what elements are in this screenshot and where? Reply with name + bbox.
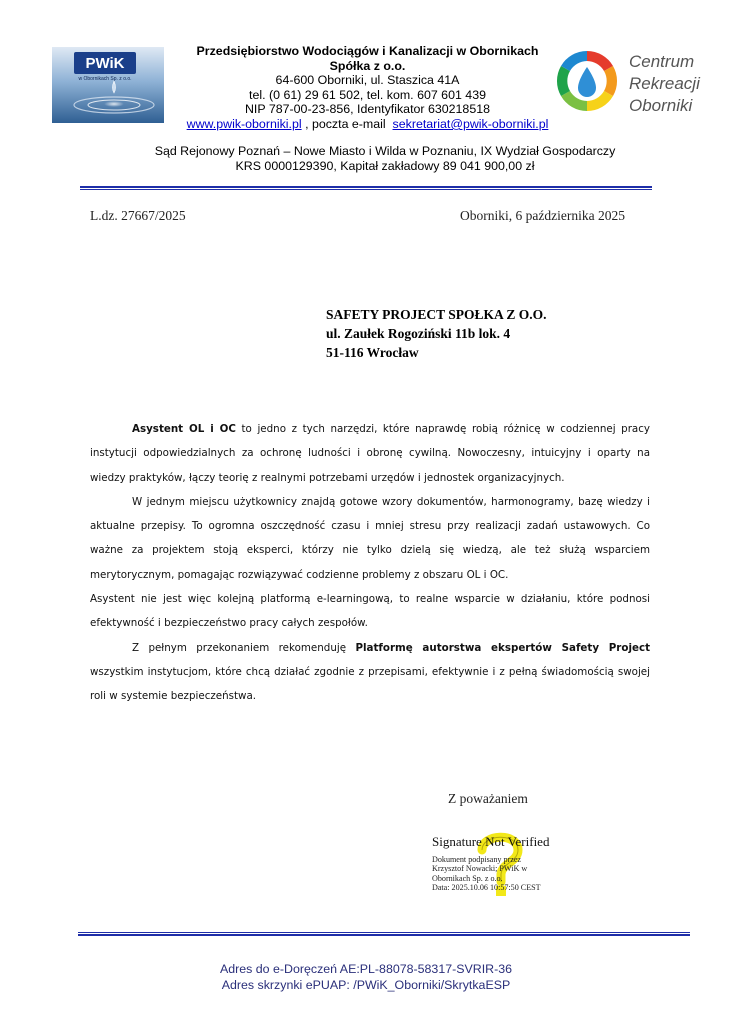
- website-link[interactable]: www.pwik-oborniki.pl: [186, 116, 302, 131]
- company-form: Spółka z o.o.: [329, 58, 406, 73]
- paragraph-4: [90, 636, 650, 709]
- signature-line4: Data: 2025.10.06 10:57:50 CEST: [432, 882, 541, 892]
- centrum-rekreacji-logo: [555, 45, 710, 117]
- recipient-line3: 51-116 Wrocław: [326, 345, 419, 360]
- paragraph-3: Asystent nie jest więc kolejną platformą e-learningową, to realne wsparcie w działaniu, które podnosi efektywność i bezpieczeństwo pracy całych zespołów.: [90, 593, 650, 630]
- footer-divider: [78, 932, 690, 936]
- signature-line3: Obornikach Sp. z o.o.: [432, 873, 503, 883]
- email-label: , poczta e-mail: [301, 116, 393, 131]
- paragraph-2: W jednym miejscu użytkownicy znajdą gotowe wzory dokumentów, harmonogramy, bazę wiedzy i aktualne przepisy. To ogromna oszczędność czasu i mniej stresu przy realizacji zadań ustawowych. Co ważne za projektem stoją eksperci, którzy nie tylko dzielą się wiedzą, ale też służą wsparciem merytorycznym, pomagając rozwiązywać codzienne problemy z obszaru OL i OC.: [90, 495, 650, 581]
- p1-text: to jedno z tych narzędzi, które naprawdę robią różnicę w codziennej pracy instytucji odpowiedzialnych za ochronę ludności i obronę cywilną. Nowoczesny, intuicyjny i oparty na wiedzy praktyków, łączy teorię z realnymi potrzebami urzędów i jednostek organizacyjnych.: [90, 423, 650, 484]
- paragraph-1: [90, 417, 650, 490]
- signature-details: [432, 855, 582, 892]
- court-line: Sąd Rejonowy Poznań – Nowe Miasto i Wilda w Poznaniu, IX Wydział Gospodarczy: [154, 144, 616, 158]
- krs-line: KRS 0000129390, Kapitał zakładowy 89 041 900,00 zł: [235, 159, 535, 173]
- place-date: Oborniki, 6 października 2025: [460, 208, 625, 223]
- recipient-line1: SAFETY PROJECT SPOŁKA Z O.O.: [326, 307, 547, 322]
- company-phone: tel. (0 61) 29 61 502, tel. kom. 607 601 439: [249, 87, 486, 102]
- p4-end: wszystkim instytucjom, które chcą działać zgodnie z przepisami, efektywnie i z pełną świadomością swojej roli w systemie bezpieczeństwa.: [90, 665, 650, 703]
- p4-start: Z pełnym przekonaniem rekomenduję: [132, 641, 356, 654]
- cr-logo-line3: Oborniki: [629, 96, 693, 115]
- company-header: [160, 44, 575, 132]
- pwik-logo: [52, 47, 164, 123]
- letter-body: [90, 417, 650, 709]
- recipient-line2: ul. Zaułek Rogoziński 11b lok. 4: [326, 326, 511, 341]
- closing-regards: Z poważaniem: [448, 791, 528, 806]
- signature-status: Signature Not Verified: [432, 834, 550, 849]
- p1-bold: Asystent OL i OC: [132, 423, 236, 435]
- pwik-logo-text: PWiK: [85, 55, 125, 72]
- company-nip: NIP 787-00-23-856, Identyfikator 630218518: [244, 102, 490, 117]
- company-address: 64-600 Oborniki, ul. Staszica 41A: [275, 73, 460, 88]
- footer-edoreczenia: Adres do e-Doręczeń AE:PL-88078-58317-SVRIR-36: [219, 962, 513, 976]
- court-registration: [110, 144, 660, 174]
- email-link[interactable]: sekretariat@pwik-oborniki.pl: [392, 116, 549, 131]
- pwik-logo-subtext: w Obornikach Sp. z o.o.: [78, 76, 132, 82]
- cr-logo-line1: Centrum: [629, 52, 695, 71]
- footer-epuap: Adres skrzynki ePUAP: /PWiK_Oborniki/SkrytkaESP: [221, 977, 511, 992]
- header-divider: [80, 186, 652, 190]
- signature-line2: Krzysztof Nowacki; PWiK w: [432, 864, 528, 874]
- company-name: Przedsiębiorstwo Wodociągów i Kanalizacji w Obornikach: [196, 44, 539, 58]
- recipient-address: [326, 305, 547, 362]
- cr-logo-line2: Rekreacji: [629, 74, 700, 93]
- footer: [120, 962, 612, 993]
- p4-bold: Platformę autorstwa ekspertów Safety Project: [355, 641, 650, 654]
- digital-signature: [432, 834, 582, 892]
- signature-line1: Dokument podpisany przez: [432, 855, 522, 864]
- company-contact: [160, 117, 575, 132]
- reference-number: L.dz. 27667/2025: [90, 208, 186, 223]
